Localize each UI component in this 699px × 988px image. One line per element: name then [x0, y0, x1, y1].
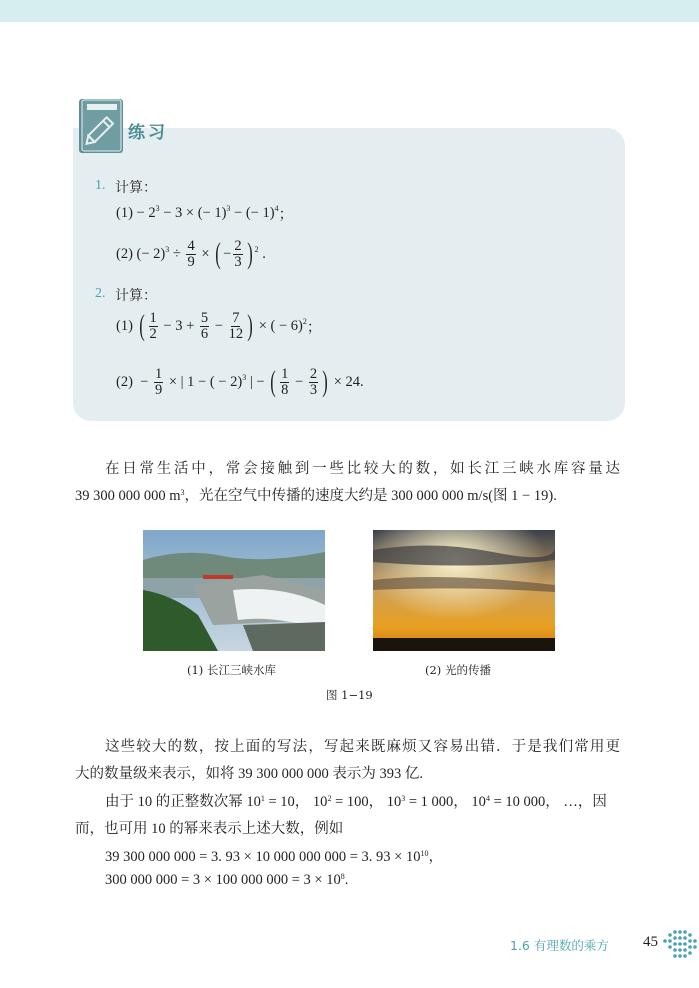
- dot: [683, 930, 687, 934]
- expr-text: − (− 1): [230, 204, 275, 221]
- expr-text: 39 300 000 000 = 3. 93 × 10 000 000 000 = 3. 93 × 10: [105, 849, 421, 865]
- fraction: [309, 367, 318, 398]
- right-paren: ): [246, 237, 253, 270]
- fraction: [154, 367, 163, 398]
- expr-text: 由于 10 的正整数次幂 10: [105, 794, 261, 810]
- numerator: 5: [200, 309, 209, 326]
- expr-text: −: [223, 245, 232, 262]
- denominator: 3: [309, 381, 318, 398]
- dot: [693, 945, 697, 949]
- figure-label: 图 1−19: [326, 688, 373, 702]
- left-paren: (: [138, 309, 145, 342]
- expression: [116, 362, 364, 402]
- expr-text: ，: [428, 849, 443, 865]
- dot: [668, 933, 672, 937]
- expr-text: = 10 000， …，因: [489, 794, 607, 810]
- dot: [688, 939, 692, 943]
- fraction: [233, 239, 242, 270]
- superscript: 2: [254, 244, 259, 254]
- dot: [673, 942, 677, 946]
- expr-text: = 1 000， 10: [405, 794, 486, 810]
- dot: [673, 930, 677, 934]
- dot: [673, 954, 677, 958]
- equation-line: [105, 872, 348, 889]
- expr-text: − 3 +: [159, 317, 198, 334]
- dot: [678, 936, 682, 940]
- expr-text: ×: [197, 245, 214, 262]
- expr-text: (2) −: [116, 373, 152, 390]
- expr-text: −: [211, 317, 227, 334]
- sunlight-clouds-photo: [373, 530, 555, 651]
- superscript: 3: [242, 372, 247, 382]
- expression: [116, 306, 321, 346]
- dot: [663, 939, 667, 943]
- expr-text: ；: [306, 319, 322, 336]
- denominator: 9: [154, 381, 163, 398]
- expr-text: = 10， 10: [264, 794, 328, 810]
- paragraph-line: 大的数量级来表示，如将 39 300 000 000 表示为 393 亿.: [75, 766, 423, 782]
- question-number: 1.: [95, 178, 106, 193]
- figure-caption: (2) 光的传播: [425, 663, 491, 677]
- expression: [116, 234, 266, 274]
- expr-text: × 24.: [330, 373, 364, 390]
- expr-text: ÷: [169, 245, 185, 262]
- dot: [673, 936, 677, 940]
- superscript: 4: [485, 794, 490, 803]
- paragraph-line: 而，也可用 10 的幂来表示上述大数，例如: [75, 821, 344, 837]
- dot: [683, 948, 687, 952]
- dot: [683, 942, 687, 946]
- denominator: 3: [234, 253, 242, 270]
- expr-text: − 3 × (− 1): [159, 204, 227, 221]
- fraction: [149, 311, 158, 342]
- numerator: 1: [149, 309, 157, 326]
- superscript: 4: [274, 203, 279, 213]
- dot: [688, 945, 692, 949]
- dot: [683, 936, 687, 940]
- superscript: 8: [340, 872, 345, 881]
- denominator: 12: [228, 325, 244, 342]
- question-label: 计算：: [115, 180, 157, 196]
- left-paren: (: [270, 365, 276, 398]
- expr-text: | −: [246, 373, 269, 390]
- dot: [678, 942, 682, 946]
- numerator: 2: [234, 237, 242, 254]
- right-paren: ): [322, 365, 328, 398]
- dot: [668, 939, 672, 943]
- numerator: 2: [309, 365, 318, 382]
- question-number: 2.: [95, 286, 106, 301]
- superscript: 2: [327, 794, 332, 803]
- paragraph-line: [105, 790, 607, 811]
- expr-text: −: [291, 373, 307, 390]
- expr-text: (1): [116, 317, 137, 334]
- numerator: 1: [281, 365, 289, 382]
- top-color-band: [0, 0, 699, 22]
- numerator: 4: [187, 237, 195, 254]
- numerator: 1: [154, 365, 163, 382]
- figure-caption: (1) 长江三峡水库: [187, 663, 276, 677]
- fraction: [280, 367, 289, 398]
- page-number: 45: [643, 934, 658, 950]
- dot: [688, 933, 692, 937]
- question-label: 计算：: [115, 288, 157, 304]
- dot: [688, 951, 692, 955]
- superscript: 3: [165, 244, 170, 254]
- text: ，光在空气中传播的速度大约是 300 000 000 m/s(图 1 − 19).: [184, 488, 557, 504]
- expr-text: × | 1 − ( − 2): [165, 373, 243, 390]
- expr-text: × ( − 6): [255, 317, 303, 334]
- dot: [678, 930, 682, 934]
- dot: [683, 954, 687, 958]
- denominator: 8: [281, 381, 289, 398]
- equation-line: [105, 845, 443, 866]
- right-paren: ): [247, 309, 253, 342]
- dot: [678, 954, 682, 958]
- dot: [668, 945, 672, 949]
- expr-text: = 100， 10: [331, 794, 402, 810]
- expr-text: (1) − 2: [116, 204, 156, 221]
- fraction: [186, 239, 195, 270]
- dot-grid-ornament-icon: [663, 929, 697, 959]
- denominator: 9: [187, 253, 195, 270]
- dot: [693, 939, 697, 943]
- superscript: 3: [180, 488, 185, 497]
- superscript: 10: [420, 849, 429, 858]
- expr-text: .: [258, 245, 266, 262]
- paragraph-line: 这些较大的数，按上面的写法，写起来既麻烦又容易出错．于是我们常用更: [105, 739, 620, 755]
- numerator: 7: [232, 309, 240, 326]
- paragraph-line: 在日常生活中，常会接触到一些比较大的数，如长江三峡水库容量达: [105, 461, 620, 477]
- expr-text: ；: [278, 206, 294, 223]
- fraction: [200, 311, 209, 342]
- pencil-notebook-icon: [78, 98, 124, 154]
- fraction: [229, 311, 244, 342]
- three-gorges-dam-photo: [143, 530, 325, 651]
- superscript: 3: [401, 794, 406, 803]
- superscript: 2: [302, 316, 307, 326]
- left-paren: (: [215, 237, 221, 270]
- denominator: 2: [149, 325, 157, 342]
- superscript: 3: [155, 203, 160, 213]
- exercise-title: 练习: [128, 123, 168, 143]
- expr-text: (2) (− 2): [116, 245, 166, 262]
- expr-text: 300 000 000 = 3 × 100 000 000 = 3 × 10: [105, 872, 341, 888]
- paragraph-line: [75, 484, 557, 505]
- expression: [116, 203, 293, 223]
- dot: [673, 948, 677, 952]
- expr-text: .: [344, 872, 349, 888]
- superscript: 1: [260, 794, 265, 803]
- superscript: 3: [226, 203, 231, 213]
- footer-section-title: 1.6 有理数的乘方: [510, 938, 609, 953]
- dot: [678, 948, 682, 952]
- text: 39 300 000 000 m: [75, 488, 181, 504]
- denominator: 6: [200, 325, 209, 342]
